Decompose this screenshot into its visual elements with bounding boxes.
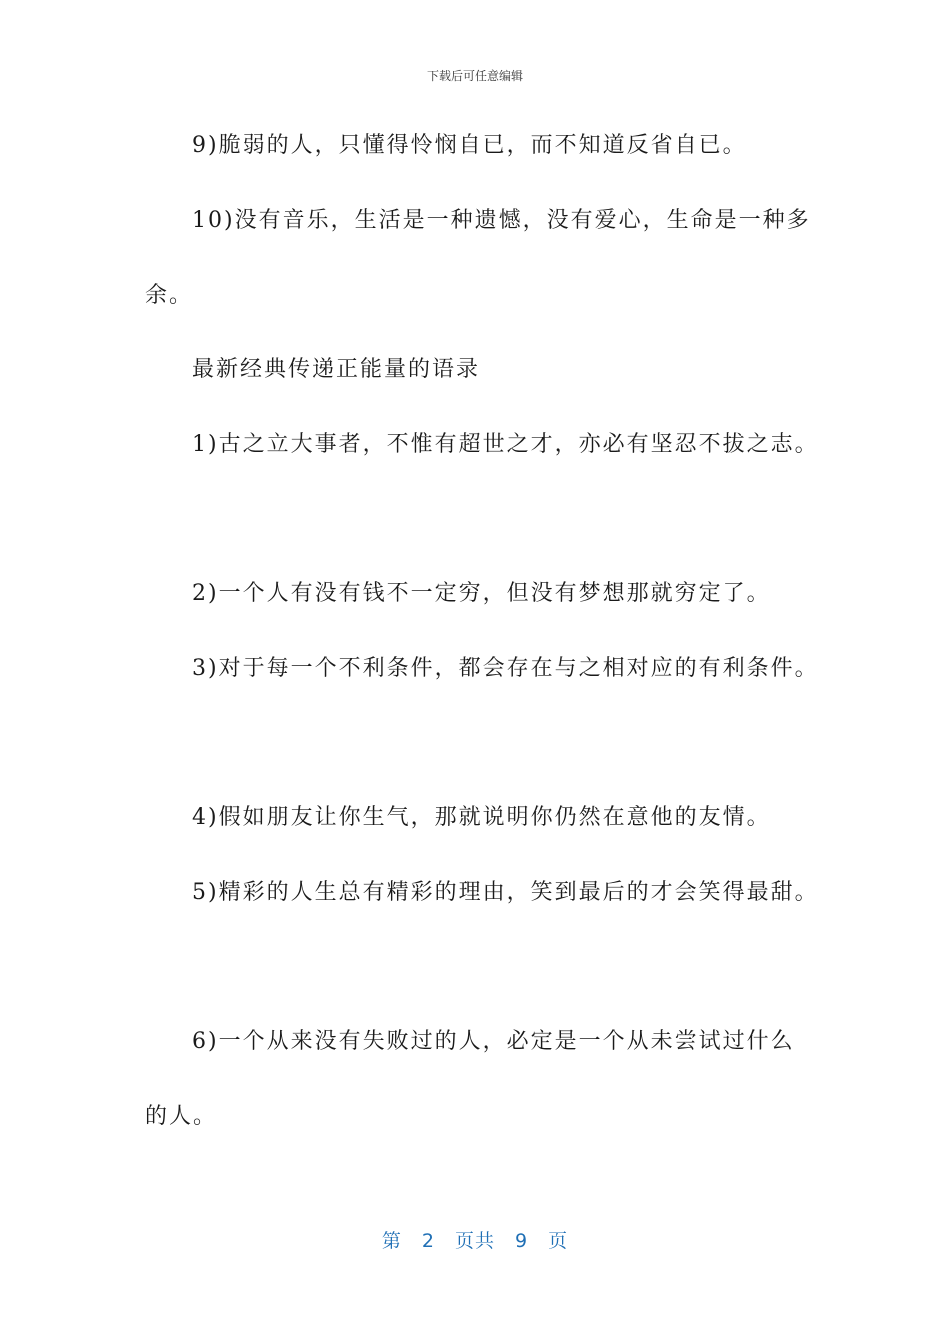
body-line-7: 3)对于每一个不利条件，都会存在与之相对应的有利条件。 xyxy=(192,656,819,681)
page-footer xyxy=(0,1226,950,1253)
body-line-2: 10)没有音乐，生活是一种遗憾，没有爱心，生命是一种多 xyxy=(192,208,811,233)
footer-total-pages: 9 xyxy=(515,1230,529,1252)
body-line-9: 5)精彩的人生总有精彩的理由，笑到最后的才会笑得最甜。 xyxy=(192,880,819,905)
body-line-6: 2)一个人有没有钱不一定穷，但没有梦想那就穷定了。 xyxy=(192,581,771,606)
body-line-3: 余。 xyxy=(145,283,194,308)
section-heading: 最新经典传递正能量的语录 xyxy=(192,357,481,382)
body-line-8: 4)假如朋友让你生气，那就说明你仍然在意他的友情。 xyxy=(192,805,771,830)
body-line-1: 9)脆弱的人，只懂得怜悯自已，而不知道反省自已。 xyxy=(192,133,747,158)
header-note: 下载后可任意编辑 xyxy=(426,69,523,83)
body-line-10: 6)一个从来没有失败过的人，必定是一个从未尝试过什么 xyxy=(192,1029,795,1054)
body-line-5: 1)古之立大事者，不惟有超世之才，亦必有坚忍不拔之志。 xyxy=(192,432,819,457)
footer-middle: 页共 xyxy=(454,1230,495,1252)
footer-current-page: 2 xyxy=(421,1230,435,1252)
footer-prefix: 第 xyxy=(381,1230,402,1252)
footer-suffix: 页 xyxy=(548,1230,569,1252)
body-line-11: 的人。 xyxy=(145,1104,218,1129)
